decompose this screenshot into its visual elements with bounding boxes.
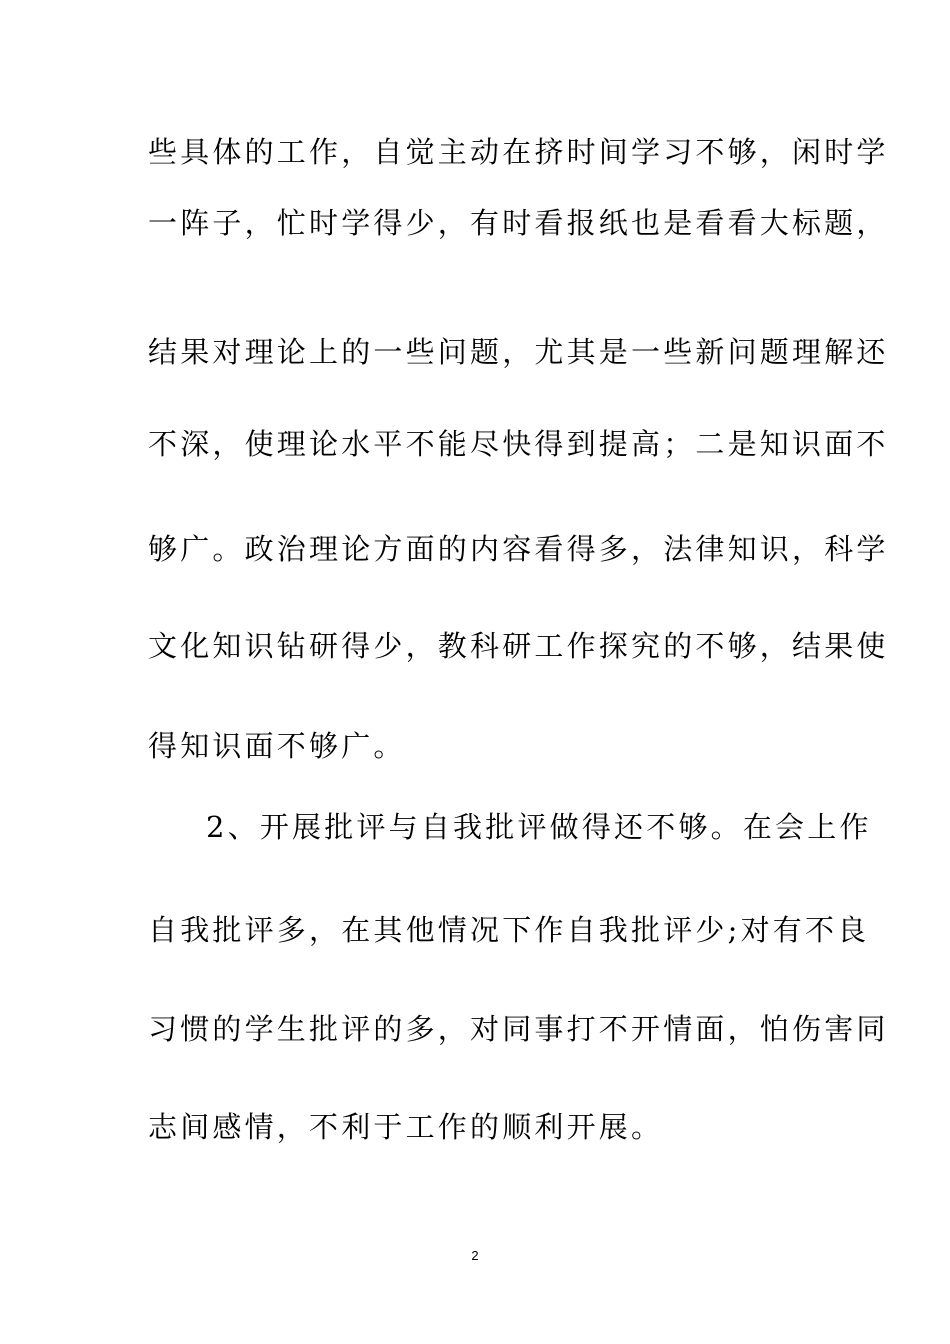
text-line-6: 文化知识钻研得少，教科研工作探究的不够，结果使	[148, 629, 889, 663]
text-line-1: 些具体的工作，自觉主动在挤时间学习不够，闲时学	[148, 135, 889, 169]
text-line-10: 习惯的学生批评的多，对同事打不开情面，怕伤害同	[148, 1012, 889, 1046]
text-line-2: 一阵子，忙时学得少，有时看报纸也是看看大标题，	[148, 206, 889, 240]
text-line-9: 自我批评多，在其他情况下作自我批评少;对有不良	[148, 913, 870, 947]
text-line-8: 2、开展批评与自我批评做得还不够。在会上作	[206, 810, 872, 844]
text-line-7: 得知识面不够广。	[148, 729, 406, 763]
text-line-11: 志间感情，不利于工作的顺利开展。	[148, 1110, 664, 1144]
text-line-5: 够广。政治理论方面的内容看得多，法律知识，科学	[148, 532, 889, 566]
text-line-4: 不深，使理论水平不能尽快得到提高；二是知识面不	[148, 427, 889, 461]
text-line-3: 结果对理论上的一些问题，尤其是一些新问题理解还	[148, 335, 889, 369]
page-number: 2	[471, 1248, 479, 1263]
